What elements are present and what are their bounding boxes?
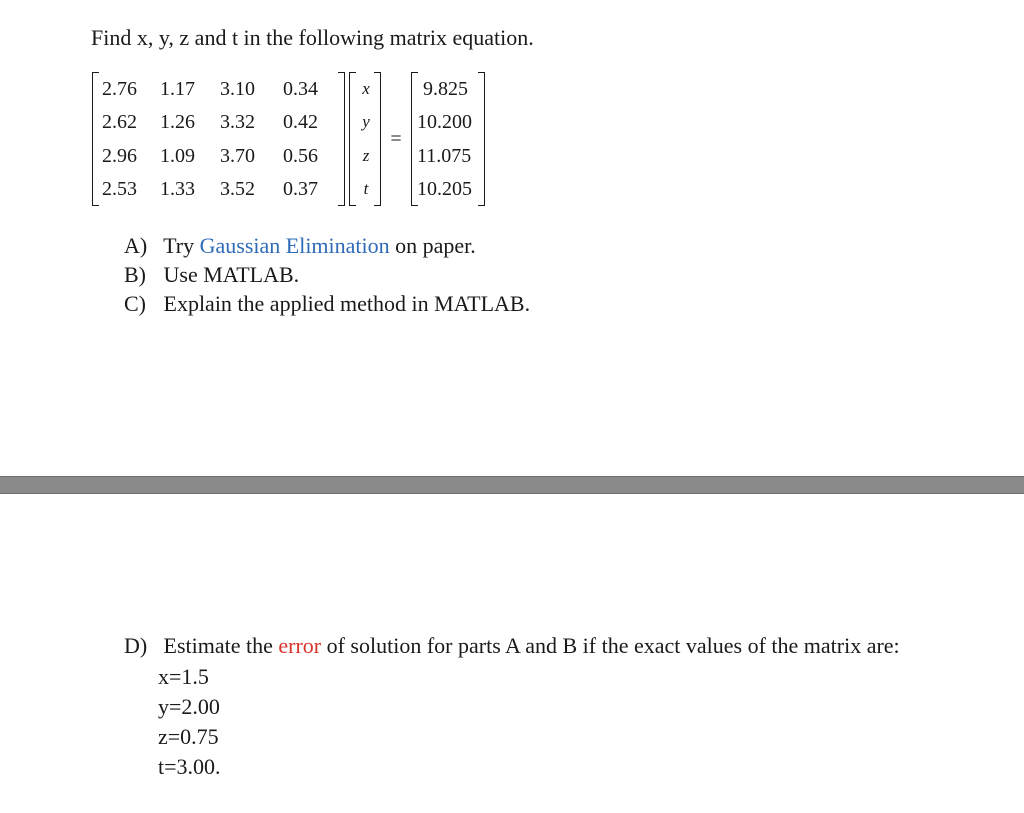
question-parts [124, 231, 530, 318]
part-c-text: Explain the applied method in MATLAB. [163, 291, 531, 316]
matrix-cell: 0.42 [283, 111, 318, 134]
equals-sign: = [390, 127, 402, 150]
exact-value-z: z=0.75 [158, 724, 219, 749]
matrix-cell: 0.34 [283, 77, 318, 100]
part-b-text: Use MATLAB. [163, 262, 300, 287]
part-d [124, 631, 900, 660]
part-a [124, 231, 530, 260]
right-bracket [374, 72, 381, 206]
part-c [124, 289, 530, 318]
matrix-cell: 0.37 [283, 178, 318, 201]
left-bracket [349, 72, 356, 206]
part-d-label: D) [124, 633, 148, 658]
constant-vector [411, 72, 485, 206]
vector-value: 9.825 [423, 77, 468, 100]
question-prompt: Find x, y, z and t in the following matrix equation. [91, 25, 534, 50]
part-b [124, 260, 530, 289]
vector-value: 10.200 [417, 111, 472, 134]
part-b-label: B) [124, 262, 146, 287]
part-a-highlight: Gaussian Elimination [199, 233, 390, 258]
matrix-cell: 3.52 [220, 178, 255, 201]
matrix-cell: 1.09 [160, 144, 195, 167]
part-d-highlight: error [278, 633, 322, 658]
matrix-cell: 1.26 [160, 111, 195, 134]
variable-vector [349, 72, 381, 206]
matrix-cell: 0.56 [283, 144, 318, 167]
part-d-text-pre: Estimate the [163, 633, 273, 658]
vector-variable-x: x [362, 78, 370, 98]
part-a-text-post: on paper. [395, 233, 476, 258]
matrix-cell: 3.70 [220, 144, 255, 167]
matrix-cell: 2.76 [102, 77, 137, 100]
part-c-label: C) [124, 291, 146, 316]
vector-variable-t: t [363, 179, 369, 199]
matrix-cell: 2.62 [102, 111, 137, 134]
right-bracket [338, 72, 345, 206]
part-a-text-pre: Try [163, 233, 195, 258]
part-a-label: A) [124, 233, 148, 258]
exact-value-y: y=2.00 [158, 694, 220, 719]
matrix-cell: 3.32 [220, 111, 255, 134]
matrix-cell: 2.96 [102, 144, 137, 167]
vector-variable-z: z [362, 145, 370, 165]
matrix-equation [92, 72, 485, 206]
matrix-cell: 1.33 [160, 178, 195, 201]
right-bracket [478, 72, 485, 206]
left-bracket [411, 72, 418, 206]
exact-values-list [158, 662, 221, 782]
page-divider [0, 476, 1024, 494]
vector-value: 11.075 [417, 144, 472, 167]
matrix-cell: 2.53 [102, 178, 137, 201]
vector-value: 10.205 [417, 178, 472, 201]
vector-variable-y: y [362, 112, 370, 132]
matrix-cell: 3.10 [220, 77, 255, 100]
part-d-text-post: of solution for parts A and B if the exact values of the matrix are: [326, 633, 900, 658]
coefficient-matrix [92, 72, 345, 206]
matrix-cell: 1.17 [160, 77, 195, 100]
left-bracket [92, 72, 99, 206]
exact-value-x: x=1.5 [158, 664, 209, 689]
exact-value-t: t=3.00. [158, 754, 221, 779]
